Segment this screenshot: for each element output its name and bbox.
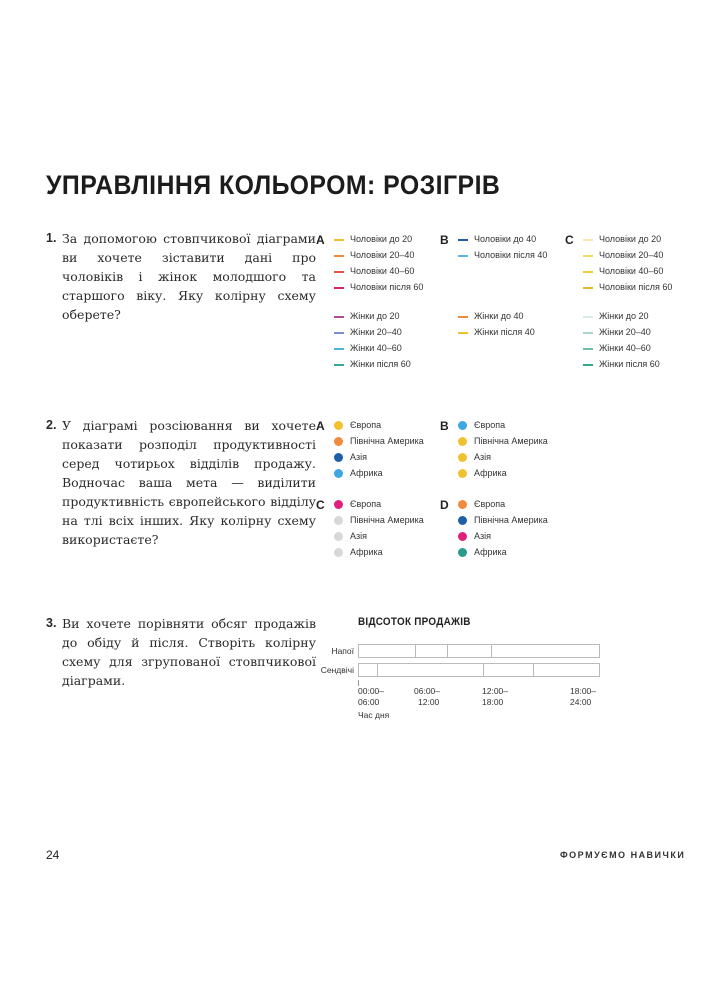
legend-label: Азія: [474, 452, 492, 462]
legend-dot-icon: [334, 548, 343, 557]
legend-dash-icon: [334, 364, 344, 366]
option-label: C: [565, 233, 574, 247]
legend-label: Північна Америка: [474, 515, 548, 525]
legend-label: Північна Америка: [350, 436, 424, 446]
legend-dash-icon: [583, 239, 593, 241]
legend-dash-icon: [583, 255, 593, 257]
option-label: D: [440, 498, 449, 512]
page-number: 24: [46, 848, 60, 862]
legend-label: Жінки після 60: [350, 359, 411, 369]
legend-dash-icon: [583, 316, 593, 318]
legend-dash-icon: [334, 348, 344, 350]
legend-label: Африка: [474, 468, 507, 478]
row-label-drinks: Напої: [331, 646, 354, 656]
legend-label: Чоловіки 20–40: [350, 250, 415, 260]
legend-dash-icon: [334, 255, 344, 257]
legend-dash-icon: [458, 332, 468, 334]
legend-dash-icon: [458, 255, 468, 257]
tick-label-3: 12:00– 18:00: [482, 686, 508, 707]
legend-label: Європа: [350, 420, 382, 430]
legend-dash-icon: [583, 271, 593, 273]
legend-dash-icon: [334, 271, 344, 273]
legend-dash-icon: [583, 287, 593, 289]
tick-label-2: 06:00– 12:00: [414, 686, 440, 707]
legend-dash-icon: [334, 316, 344, 318]
legend-label: Європа: [350, 499, 382, 509]
legend-label: Жінки після 60: [599, 359, 660, 369]
legend-dot-icon: [458, 453, 467, 462]
legend-label: Жінки 20–40: [599, 327, 651, 337]
question-number: 1.: [46, 231, 57, 245]
legend-dot-icon: [458, 532, 467, 541]
chart-title: ВІДСОТОК ПРОДАЖІВ: [358, 616, 471, 628]
legend-dot-icon: [458, 500, 467, 509]
legend-label: Жінки до 20: [599, 311, 649, 321]
legend-label: Африка: [350, 468, 383, 478]
question-text: У діаграмі розсіювання ви хочете показати розподіл продуктивності серед чотирьох відділів продажу. Водночас ваша мета — виділити продуктивність європейського відділу на тлі всіх інших. Яку колірну схему використаєте?: [62, 418, 316, 547]
legend-dot-icon: [458, 469, 467, 478]
question-number: 2.: [46, 418, 57, 432]
section-name: ФОРМУЄМО НАВИЧКИ: [560, 850, 686, 860]
legend-dot-icon: [334, 500, 343, 509]
legend-label: Європа: [474, 420, 506, 430]
legend-dash-icon: [583, 332, 593, 334]
legend-label: Чоловіки після 60: [599, 282, 673, 292]
option-label: B: [440, 233, 449, 247]
legend-dash-icon: [334, 332, 344, 334]
legend-label: Жінки до 20: [350, 311, 400, 321]
question-text: Ви хочете порівняти обсяг продажів до обіду й після. Створіть колірну схему для згрупованої стовпчикової діаграми.: [62, 616, 316, 688]
empty-bar-sandwiches: [358, 663, 600, 677]
legend-dot-icon: [458, 437, 467, 446]
legend-dot-icon: [334, 437, 343, 446]
legend-label: Жінки 20–40: [350, 327, 402, 337]
legend-label: Африка: [350, 547, 383, 557]
legend-label: Чоловіки 40–60: [599, 266, 664, 276]
legend-label: Азія: [350, 452, 368, 462]
legend-label: Жінки 40–60: [350, 343, 402, 353]
option-label: A: [316, 233, 325, 247]
option-label: C: [316, 498, 325, 512]
legend-dot-icon: [334, 516, 343, 525]
legend-dot-icon: [458, 516, 467, 525]
empty-bar-drinks: [358, 644, 600, 658]
legend-label: Жінки 40–60: [599, 343, 651, 353]
legend-label: Чоловіки після 40: [474, 250, 548, 260]
legend-dot-icon: [458, 421, 467, 430]
option-label: A: [316, 419, 325, 433]
legend-label: Чоловіки 20–40: [599, 250, 664, 260]
legend-label: Чоловіки до 20: [599, 234, 662, 244]
legend-dot-icon: [334, 469, 343, 478]
legend-label: Європа: [474, 499, 506, 509]
legend-label: Чоловіки до 40: [474, 234, 537, 244]
legend-label: Жінки до 40: [474, 311, 524, 321]
question-number: 3.: [46, 616, 57, 630]
legend-dot-icon: [334, 453, 343, 462]
question-text: За допомогою стовпчикової діаграми ви хочете зіставити дані про чоловіків і жінок молодшого та старшого віку. Яку колірну схему оберете?: [62, 231, 316, 322]
axis-label: Час дня: [358, 710, 390, 720]
row-label-sandwiches: Сендвічі: [320, 665, 354, 675]
legend-label: Північна Америка: [350, 515, 424, 525]
legend-dash-icon: [334, 287, 344, 289]
tick-label-1: 00:00– 06:00: [358, 686, 384, 707]
legend-dot-icon: [334, 421, 343, 430]
legend-dash-icon: [583, 348, 593, 350]
legend-dash-icon: [334, 239, 344, 241]
legend-label: Чоловіки після 60: [350, 282, 424, 292]
legend-label: Північна Америка: [474, 436, 548, 446]
option-label: B: [440, 419, 449, 433]
legend-dash-icon: [458, 316, 468, 318]
legend-label: Африка: [474, 547, 507, 557]
legend-label: Чоловіки 40–60: [350, 266, 415, 276]
legend-dash-icon: [458, 239, 468, 241]
page-title: УПРАВЛІННЯ КОЛЬОРОМ: РОЗІГРІВ: [46, 170, 501, 200]
legend-dot-icon: [458, 548, 467, 557]
legend-label: Азія: [350, 531, 368, 541]
legend-label: Азія: [474, 531, 492, 541]
tick-label-4: 18:00– 24:00: [570, 686, 596, 707]
legend-label: Жінки після 40: [474, 327, 535, 337]
legend-label: Чоловіки до 20: [350, 234, 413, 244]
legend-dot-icon: [334, 532, 343, 541]
legend-dash-icon: [583, 364, 593, 366]
